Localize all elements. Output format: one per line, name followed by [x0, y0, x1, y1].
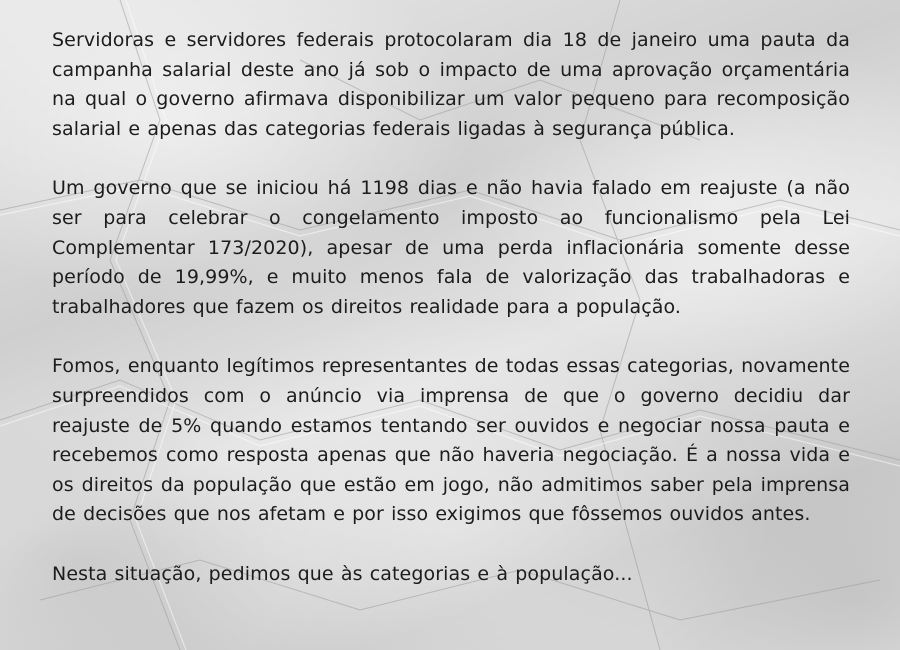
paragraph-4: Nesta situação, pedimos que às categorias e à população...: [52, 562, 633, 585]
paragraph-3: Fomos, enquanto legítimos representantes de todas essas categorias, novamente surpreendidos com o anúncio via imprensa de que o governo decidiu dar reajuste de 5% quando estamos tentando ser ouvidos e negociar nossa pauta e recebemos como resposta apenas que não haveria negociação. É a nossa vida e os direitos da população que estão em jogo, não admitimos saber pela imprensa de decisões que nos afetam e por isso exigimos que fôssemos ouvidos antes.: [52, 355, 850, 526]
paragraph-1: Servidoras e servidores federais protocolaram dia 18 de janeiro uma pauta da campanha salarial deste ano já sob o impacto de uma aprovação orçamentária na qual o governo afirmava disponibilizar um valor pequeno para recomposição salarial e apenas das categorias federais ligadas à segurança pública.: [52, 29, 850, 140]
paragraph-2: Um governo que se iniciou há 1198 dias e não havia falado em reajuste (a não ser para celebrar o congelamento imposto ao funcionalismo pela Lei Complementar 173/2020), apesar de uma perda inflacionária somente desse período de 19,99%, e muito menos fala de valorização das trabalhadoras e trabalhadores que fazem os direitos realidade para a população.: [52, 177, 850, 318]
article-body: [52, 26, 850, 620]
